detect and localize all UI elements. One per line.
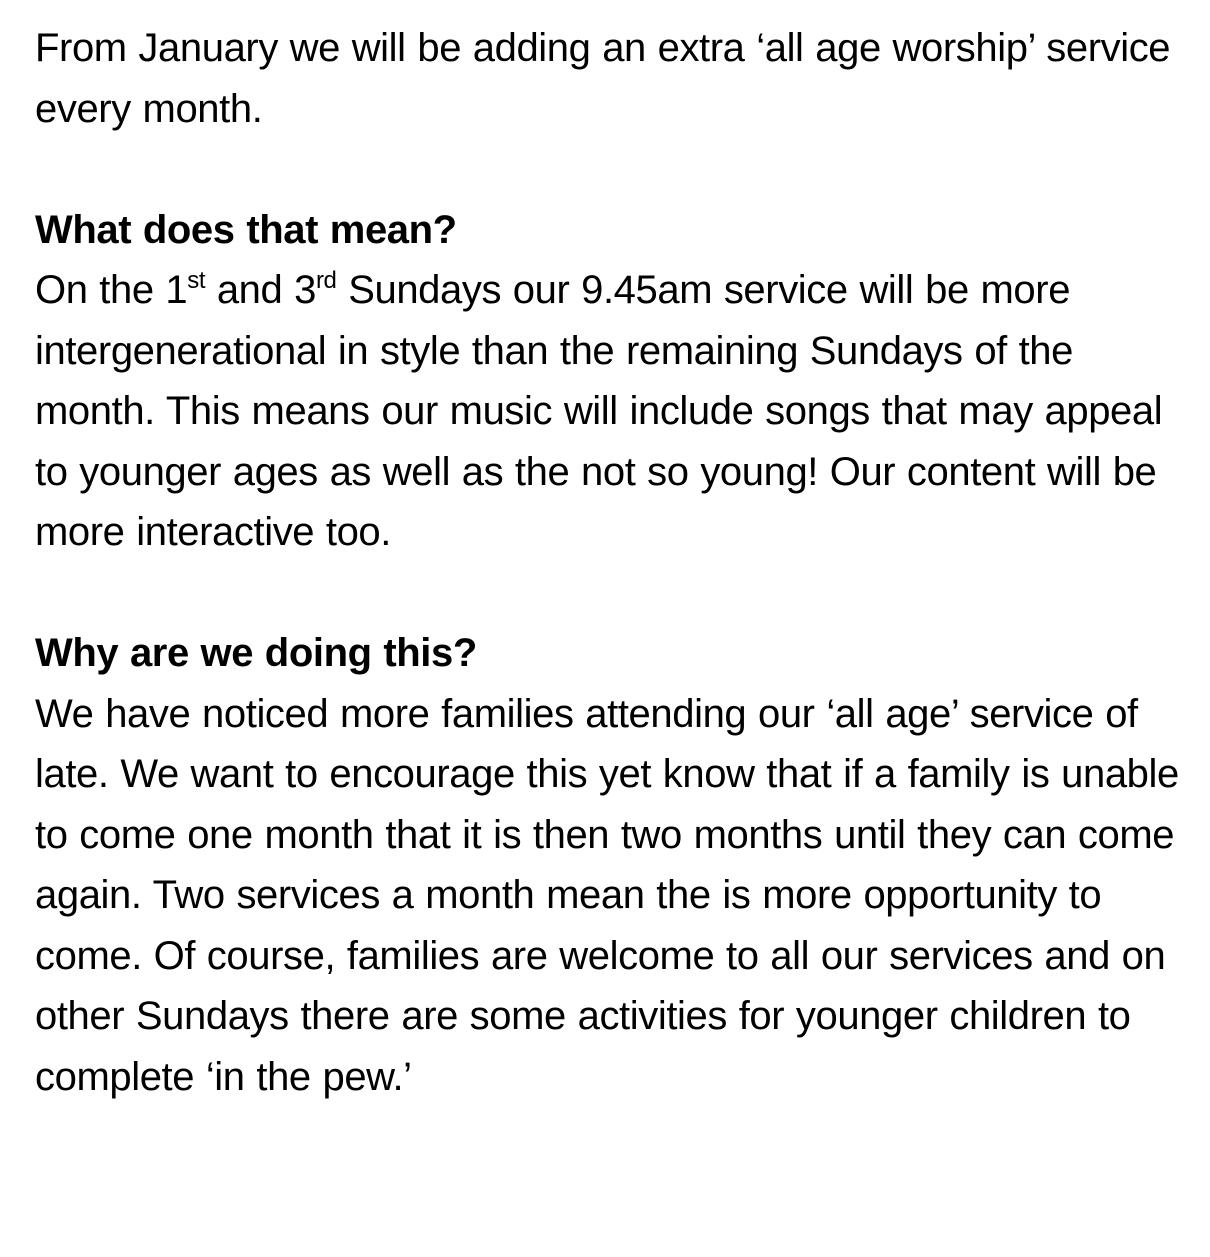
text-run: Sundays our 9.45am service will be more intergenerational in style than the remaining Sundays of the month. This means our music will include songs that may appeal to younger ages as well as the not so young! Our content will be more interactive too. [35, 268, 1163, 554]
text-run: and 3 [205, 268, 316, 312]
blank-line [35, 563, 1195, 624]
ordinal-suffix: st [187, 267, 206, 294]
section-paragraph-what [35, 260, 1195, 563]
section-heading-why: Why are we doing this? [35, 631, 477, 675]
blank-line [35, 139, 1195, 200]
intro-paragraph: From January we will be adding an extra ‘all age worship’ service every month. [35, 26, 1171, 131]
document-body [35, 18, 1195, 1107]
ordinal-suffix: rd [315, 267, 337, 294]
section-heading-what: What does that mean? [35, 207, 457, 252]
section-paragraph-why: We have noticed more families attending our ‘all age’ service of late. We want to encourage this yet know that if a family is unable to come one month that it is then two months until they can come again. Two services a month mean the is more opportunity to come. Of course, families are welcome to all our services and on other Sundays there are some activities for younger children to complete ‘in the pew.’ [35, 691, 1179, 1099]
text-run: On the 1 [35, 268, 188, 312]
